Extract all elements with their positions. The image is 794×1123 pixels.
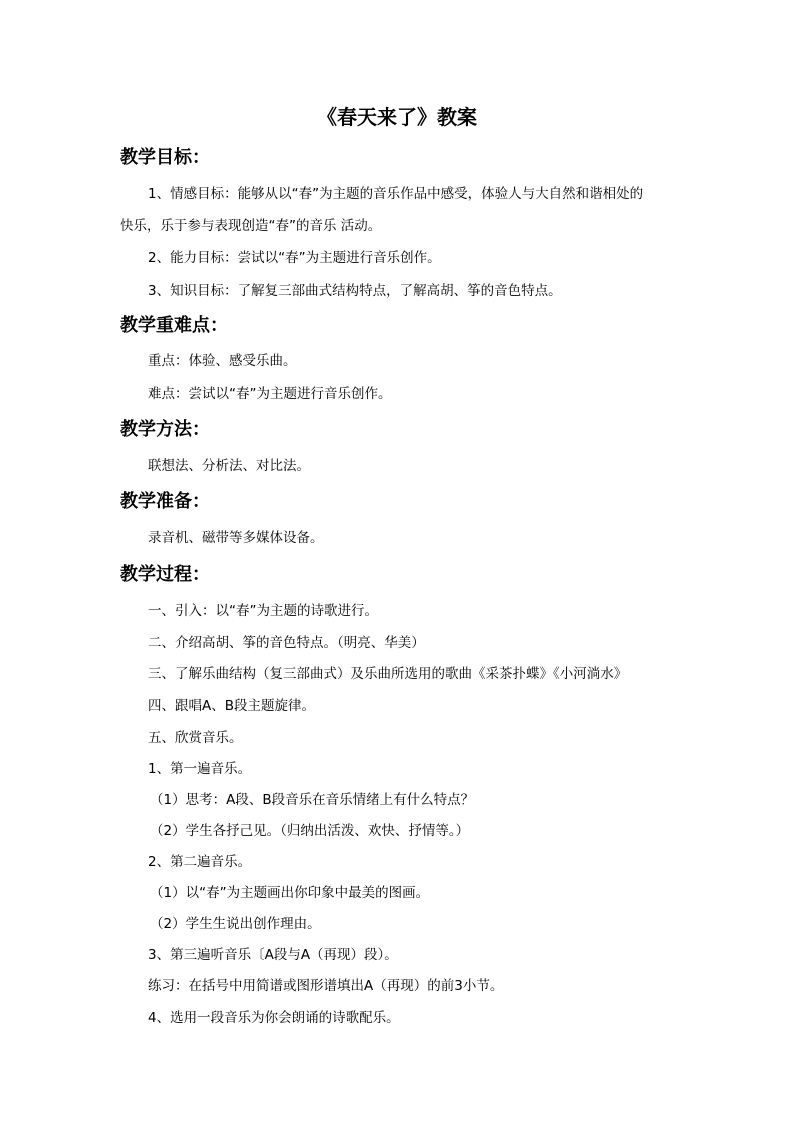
goal-item: 3、知识目标：了解复三部曲式结构特点，了解高胡、筝的音色特点。: [148, 283, 562, 299]
section-heading-methods: 教学方法：: [120, 419, 210, 440]
process-substep: 3、第三遍听音乐〔A段与A（再现）段）。: [148, 947, 398, 963]
process-exercise: 练习：在括号中用简谱或图形谱填出A（再现）的前3小节。: [148, 978, 504, 994]
process-substep: 1、第一遍音乐。: [148, 761, 252, 777]
process-step: 三、了解乐曲结构（复三部曲式）及乐曲所选用的歌曲《采茶扑蝶》《小河淌水》: [148, 666, 628, 682]
section-heading-goals: 教学目标：: [120, 147, 210, 168]
section-heading-process: 教学过程：: [120, 564, 210, 585]
process-step: 五、欣赏音乐。: [148, 730, 243, 746]
process-question: （1）思考：A段、B段音乐在音乐情绪上有什么特点？: [150, 792, 475, 808]
process-substep: 2、第二遍音乐。: [148, 854, 252, 870]
process-question: （2）学生各抒己见。（归纳出活泼、欢快、抒情等。）: [150, 823, 470, 839]
document-title: 《春天来了》教案: [317, 105, 477, 129]
goal-item-continuation: 快乐，乐于参与表现创造“春”的音乐 活动。: [120, 218, 382, 234]
process-question: （1）以“春”为主题画出你印象中最美的图画。: [150, 885, 430, 901]
process-step: 一、引入：以“春”为主题的诗歌进行。: [148, 603, 378, 619]
process-question: （2）学生生说出创作理由。: [150, 916, 321, 932]
process-step: 二、介绍高胡、筝的音色特点。（明亮、华美）: [148, 635, 425, 651]
section-heading-preparation: 教学准备：: [120, 491, 210, 512]
method-item: 联想法、分析法、对比法。: [148, 458, 310, 474]
goal-item: 1、情感目标：能够从以“春”为主题的音乐作品中感受，体验人与大自然和谐相处的: [148, 186, 644, 202]
preparation-item: 录音机、磁带等多媒体设备。: [148, 530, 324, 546]
process-step: 四、跟唱A、B段主题旋律。: [148, 698, 315, 714]
goal-item: 2、能力目标：尝试以“春”为主题进行音乐创作。: [148, 250, 441, 266]
keypoint-item: 重点：体验、感受乐曲。: [148, 353, 297, 369]
process-substep: 4、选用一段音乐为你会朗诵的诗歌配乐。: [148, 1010, 400, 1026]
section-heading-keypoints: 教学重难点：: [120, 315, 228, 336]
keypoint-item: 难点：尝试以“春”为主题进行音乐创作。: [148, 386, 392, 402]
